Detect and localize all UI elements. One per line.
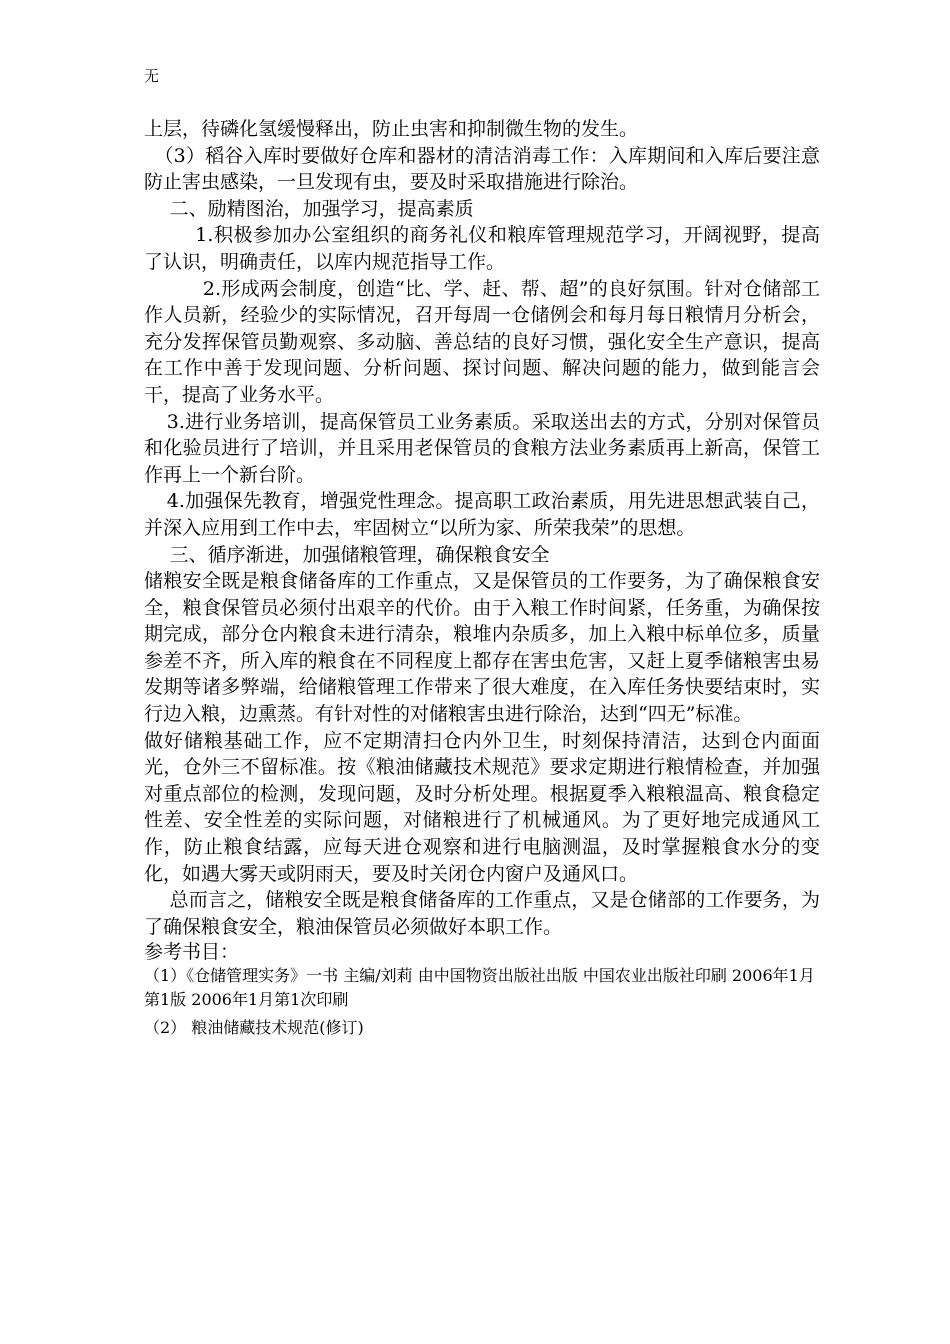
section-heading-two: 二、励精图治，加强学习，提高素质 xyxy=(169,197,474,220)
paragraph-item-1: 1.积极参加办公室组织的商务礼仪和粮库管理规范学习，开阔视野，提高了认识，明确责任，以库内规范指导工作。 xyxy=(144,224,820,273)
document-body xyxy=(144,116,820,1040)
reference-item-1: （1）《仓储管理实务》一书 主编/刘莉 由中国物资出版社出版 中国农业出版社印刷 2006年1月第1版 2006年1月第1次印刷 xyxy=(144,966,815,1010)
paragraph-warehouse-disinfection: （3）稻谷入库时要做好仓库和器材的清洁消毒工作：入库期间和入库后要注意防止害虫感染，一旦发现有虫，要及时采取措施进行除治。 xyxy=(144,144,820,194)
paragraph-item-2: 2.形成两会制度，创造“比、学、赶、帮、超”的良好氛围。针对仓储部工作人员新，经验少的实际情况，召开每周一仓储例会和每月每日粮情月分析会，充分发挥保管员勤观察、多动脑、善总结的良好习惯，强化安全生产意识，提高在工作中善于发现问题、分析问题、探讨问题、解决问题的能力，做到能言会干，提高了业务水平。 xyxy=(144,277,820,406)
reference-item-2: （2） 粮油储藏技术规范(修订) xyxy=(144,1018,364,1038)
paragraph-item-3: 3.进行业务培训，提高保管员工业务素质。采取送出去的方式，分别对保管员和化验员进行了培训，并且采用老保管员的食粮方法业务素质再上新高，保管工作再上一个新台阶。 xyxy=(144,410,820,486)
paragraph-storage-safety: 储粮安全既是粮食储备库的工作重点，又是保管员的工作要务，为了确保粮食安全，粮食保管员必须付出艰辛的代价。由于入粮工作时间紧，任务重，为确保按期完成，部分仓内粮食未进行清杂，粮堆内杂质多，加上入粮中标单位多，质量参差不齐，所入库的粮食在不同程度上都存在害虫危害，又赶上夏季储粮害虫易发期等诸多弊端，给储粮管理工作带来了很大难度，在入库任务快要结束时，实行边入粮，边熏蒸。有针对性的对储粮害虫进行除治，达到“四无”标准。 xyxy=(144,570,820,726)
page-header: 无 xyxy=(144,67,160,85)
paragraph-item-4: 4.加强保先教育，增强党性理念。提高职工政治素质，用先进思想武装自己，并深入应用到工作中去，牢固树立“以所为家、所荣我荣”的思想。 xyxy=(144,490,820,539)
paragraph-conclusion: 总而言之，储粮安全既是粮食储备库的工作重点，又是仓储部的工作要务，为了确保粮食安全，粮油保管员必须做好本职工作。 xyxy=(144,889,820,938)
paragraph-pest-control-continued: 上层，待磷化氢缓慢释出，防止虫害和抑制微生物的发生。 xyxy=(144,118,639,140)
section-heading-three: 三、循序渐进，加强储粮管理，确保粮食安全 xyxy=(169,543,550,566)
paragraph-storage-basics: 做好储粮基础工作，应不定期清扫仓内外卫生，时刻保持清洁，达到仓内面面光，仓外三不留标准。按《粮油储藏技术规范》要求定期进行粮情检查，并加强对重点部位的检测，发现问题，及时分析处理。根据夏季入粮粮温高、粮食稳定性差、安全性差的实际问题，对储粮进行了机械通风。为了更好地完成通风工作，防止粮食结露，应每天进仓观察和进行电脑测温，及时掌握粮食水分的变化，如遇大雾天或阴雨天，要及时关闭仓内窗户及通风口。 xyxy=(144,729,820,885)
references-title: 参考书目： xyxy=(144,941,240,964)
